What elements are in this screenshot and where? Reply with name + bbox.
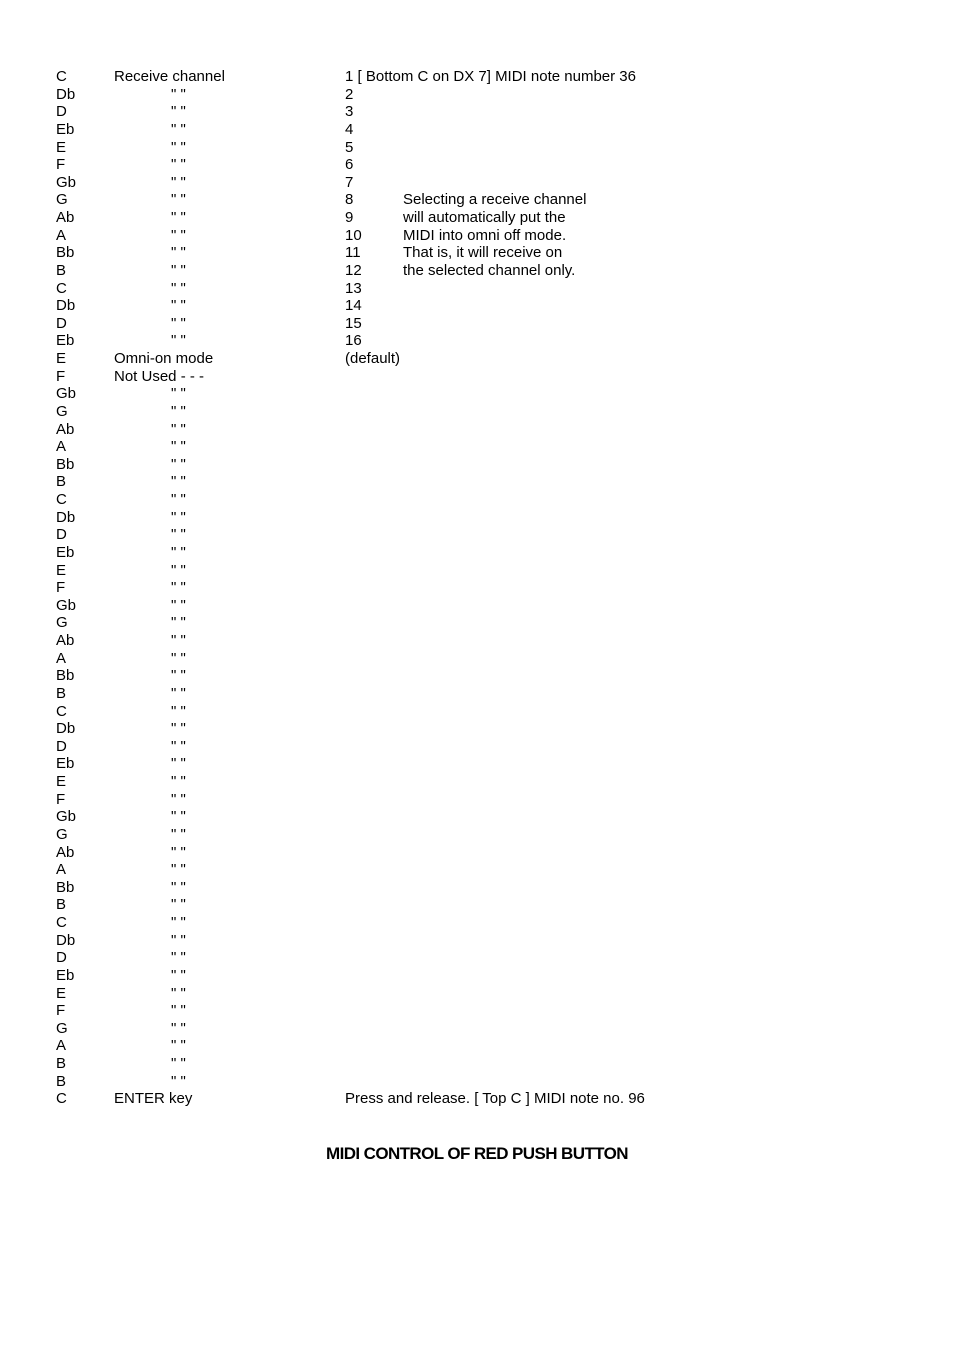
note-name: B: [56, 261, 67, 279]
ditto-mark: " ": [171, 632, 186, 649]
table-row: [0, 667, 954, 685]
ditto-mark: " ": [171, 1037, 186, 1055]
note-name: Bb: [56, 667, 75, 685]
ditto-mark: " ": [171, 297, 186, 315]
ditto-mark: " ": [171, 596, 186, 614]
table-row: [0, 86, 954, 104]
note-name: Bb: [56, 455, 75, 473]
ditto-mark: " ": [171, 755, 186, 773]
note-name: D: [56, 949, 67, 967]
note-name: Gb: [56, 385, 77, 403]
table-row: [0, 68, 954, 86]
note-name: A: [56, 438, 67, 456]
table-row: [0, 1073, 954, 1091]
ditto-mark: " ": [171, 949, 186, 967]
table-row: [0, 262, 954, 280]
table-row: [0, 861, 954, 879]
ditto-mark: " ": [171, 85, 186, 103]
note-name: Gb: [56, 596, 77, 614]
ditto-mark: " ": [171, 173, 186, 191]
table-row: [0, 597, 954, 615]
ditto-mark: " ": [171, 402, 186, 420]
ditto-mark: " ": [171, 279, 186, 297]
table-row: [0, 438, 954, 456]
channel-value: 9: [345, 209, 354, 226]
channel-value: 5: [345, 138, 354, 156]
note-name: Db: [56, 297, 76, 315]
ditto-mark: " ": [171, 579, 186, 597]
note-name: D: [56, 737, 67, 755]
note-name: Db: [56, 85, 76, 103]
table-row: [0, 209, 954, 227]
table-row: [0, 121, 954, 139]
note-name: F: [56, 367, 66, 385]
ditto-mark: " ": [171, 702, 186, 720]
ditto-mark: " ": [171, 914, 186, 931]
ditto-mark: " ": [171, 931, 186, 949]
ditto-mark: " ": [171, 790, 186, 808]
note-name: B: [56, 684, 67, 702]
note-name: Db: [56, 720, 76, 738]
function-label: ENTER key: [114, 1090, 193, 1108]
ditto-mark: " ": [171, 984, 186, 1002]
note-name: Eb: [56, 332, 75, 350]
ditto-mark: " ": [171, 737, 186, 755]
ditto-mark: " ": [171, 455, 186, 473]
table-row: [0, 755, 954, 773]
ditto-mark: " ": [171, 526, 186, 544]
ditto-mark: " ": [171, 473, 186, 491]
table-row: [0, 738, 954, 756]
note-name: E: [56, 138, 67, 156]
note-name: Ab: [56, 843, 75, 861]
note-name: G: [56, 402, 68, 420]
table-row: [0, 932, 954, 950]
channel-value: 13: [345, 279, 362, 297]
note-name: B: [56, 1055, 67, 1072]
note-name: C: [56, 914, 67, 931]
table-row: [0, 526, 954, 544]
note-name: Eb: [56, 755, 75, 773]
ditto-mark: " ": [171, 420, 186, 438]
note-name: A: [56, 861, 67, 879]
channel-value: 4: [345, 120, 354, 138]
ditto-mark: " ": [171, 1055, 186, 1072]
ditto-mark: " ": [171, 1072, 186, 1090]
note-name: Bb: [56, 878, 75, 896]
table-row: [0, 280, 954, 298]
table-row: [0, 403, 954, 421]
table-row: [0, 1020, 954, 1038]
table-row: [0, 826, 954, 844]
note-name: E: [56, 773, 67, 790]
table-row: [0, 244, 954, 262]
note-name: F: [56, 579, 66, 597]
ditto-mark: " ": [171, 209, 186, 226]
note-name: C: [56, 491, 67, 508]
comment-text: the selected channel only.: [403, 261, 576, 279]
channel-value: 12: [345, 261, 362, 279]
table-row: [0, 139, 954, 157]
ditto-mark: " ": [171, 1002, 186, 1020]
note-name: Db: [56, 931, 76, 949]
note-name: G: [56, 614, 68, 632]
table-row: [0, 156, 954, 174]
channel-value: (default): [345, 350, 401, 367]
function-label: Receive channel: [114, 68, 225, 85]
channel-value: 3: [345, 103, 354, 121]
table-row: [0, 720, 954, 738]
note-name: Eb: [56, 966, 75, 984]
ditto-mark: " ": [171, 138, 186, 156]
ditto-mark: " ": [171, 1019, 186, 1037]
channel-value: 2: [345, 85, 354, 103]
channel-value: 8: [345, 191, 354, 209]
channel-value: Press and release. [ Top C ] MIDI note no. 96: [345, 1090, 645, 1108]
ditto-mark: " ": [171, 156, 186, 174]
table-row: [0, 773, 954, 791]
ditto-mark: " ": [171, 808, 186, 826]
table-row: [0, 949, 954, 967]
channel-value: 15: [345, 314, 362, 332]
note-name: D: [56, 314, 67, 332]
table-row: [0, 1037, 954, 1055]
ditto-mark: " ": [171, 314, 186, 332]
table-row: [0, 562, 954, 580]
note-name: Ab: [56, 420, 75, 438]
ditto-mark: " ": [171, 878, 186, 896]
note-name: A: [56, 226, 67, 244]
ditto-mark: " ": [171, 491, 186, 508]
note-name: C: [56, 279, 67, 297]
note-name: E: [56, 350, 67, 367]
table-row: [0, 332, 954, 350]
ditto-mark: " ": [171, 261, 186, 279]
ditto-mark: " ": [171, 684, 186, 702]
channel-value: 6: [345, 156, 354, 174]
ditto-mark: " ": [171, 649, 186, 667]
table-row: [0, 879, 954, 897]
note-name: B: [56, 473, 67, 491]
section-heading: MIDI CONTROL OF RED PUSH BUTTON: [326, 1144, 628, 1163]
table-row: [0, 385, 954, 403]
table-row: [0, 650, 954, 668]
ditto-mark: " ": [171, 561, 186, 579]
channel-value: 10: [345, 226, 362, 244]
note-name: C: [56, 68, 67, 85]
ditto-mark: " ": [171, 861, 186, 879]
table-row: [0, 914, 954, 932]
note-function-table: [0, 68, 954, 1108]
note-name: C: [56, 1090, 67, 1108]
table-row: [0, 632, 954, 650]
function-label: Not Used - - -: [114, 367, 205, 385]
note-name: A: [56, 649, 67, 667]
table-row: [0, 473, 954, 491]
note-name: G: [56, 191, 68, 209]
channel-value: 14: [345, 297, 362, 315]
table-row: [0, 614, 954, 632]
table-row: [0, 685, 954, 703]
table-row: [0, 967, 954, 985]
note-name: Db: [56, 508, 76, 526]
note-name: D: [56, 103, 67, 121]
ditto-mark: " ": [171, 120, 186, 138]
table-row: [0, 103, 954, 121]
ditto-mark: " ": [171, 103, 186, 121]
table-row: [0, 509, 954, 527]
note-name: E: [56, 984, 67, 1002]
note-name: G: [56, 1019, 68, 1037]
ditto-mark: " ": [171, 191, 186, 209]
comment-text: Selecting a receive channel: [403, 191, 587, 209]
table-row: [0, 1090, 954, 1108]
table-row: [0, 174, 954, 192]
function-label: Omni-on mode: [114, 350, 214, 367]
table-row: [0, 191, 954, 209]
table-row: [0, 350, 954, 368]
note-name: C: [56, 702, 67, 720]
note-name: D: [56, 526, 67, 544]
note-name: F: [56, 156, 66, 174]
ditto-mark: " ": [171, 966, 186, 984]
table-row: [0, 297, 954, 315]
note-name: A: [56, 1037, 67, 1055]
ditto-mark: " ": [171, 438, 186, 456]
ditto-mark: " ": [171, 843, 186, 861]
channel-value: 1 [ Bottom C on DX 7] MIDI note number 36: [345, 68, 636, 85]
ditto-mark: " ": [171, 773, 186, 790]
ditto-mark: " ": [171, 896, 186, 914]
table-row: [0, 1055, 954, 1073]
table-row: [0, 491, 954, 509]
note-name: Eb: [56, 120, 75, 138]
ditto-mark: " ": [171, 508, 186, 526]
ditto-mark: " ": [171, 543, 186, 561]
table-row: [0, 315, 954, 333]
table-row: [0, 896, 954, 914]
comment-text: will automatically put the: [403, 209, 566, 226]
ditto-mark: " ": [171, 332, 186, 350]
note-name: Ab: [56, 209, 75, 226]
table-row: [0, 227, 954, 245]
table-row: [0, 808, 954, 826]
note-name: Ab: [56, 632, 75, 649]
ditto-mark: " ": [171, 720, 186, 738]
ditto-mark: " ": [171, 244, 186, 262]
table-row: [0, 421, 954, 439]
table-row: [0, 579, 954, 597]
table-row: [0, 985, 954, 1003]
note-name: Gb: [56, 173, 77, 191]
note-name: Gb: [56, 808, 77, 826]
comment-text: MIDI into omni off mode.: [403, 226, 567, 244]
note-name: F: [56, 1002, 66, 1020]
table-row: [0, 791, 954, 809]
table-row: [0, 456, 954, 474]
ditto-mark: " ": [171, 614, 186, 632]
ditto-mark: " ": [171, 667, 186, 685]
channel-value: 7: [345, 173, 354, 191]
table-row: [0, 703, 954, 721]
ditto-mark: " ": [171, 226, 186, 244]
note-name: Eb: [56, 543, 75, 561]
note-name: E: [56, 561, 67, 579]
note-name: B: [56, 1072, 67, 1090]
table-row: [0, 1002, 954, 1020]
ditto-mark: " ": [171, 385, 186, 403]
note-name: G: [56, 825, 68, 843]
note-name: B: [56, 896, 67, 914]
table-row: [0, 844, 954, 862]
comment-text: That is, it will receive on: [403, 244, 563, 262]
channel-value: 11: [345, 244, 361, 262]
ditto-mark: " ": [171, 825, 186, 843]
note-name: F: [56, 790, 66, 808]
table-row: [0, 544, 954, 562]
table-row: [0, 368, 954, 386]
note-name: Bb: [56, 244, 75, 262]
channel-value: 16: [345, 332, 362, 350]
